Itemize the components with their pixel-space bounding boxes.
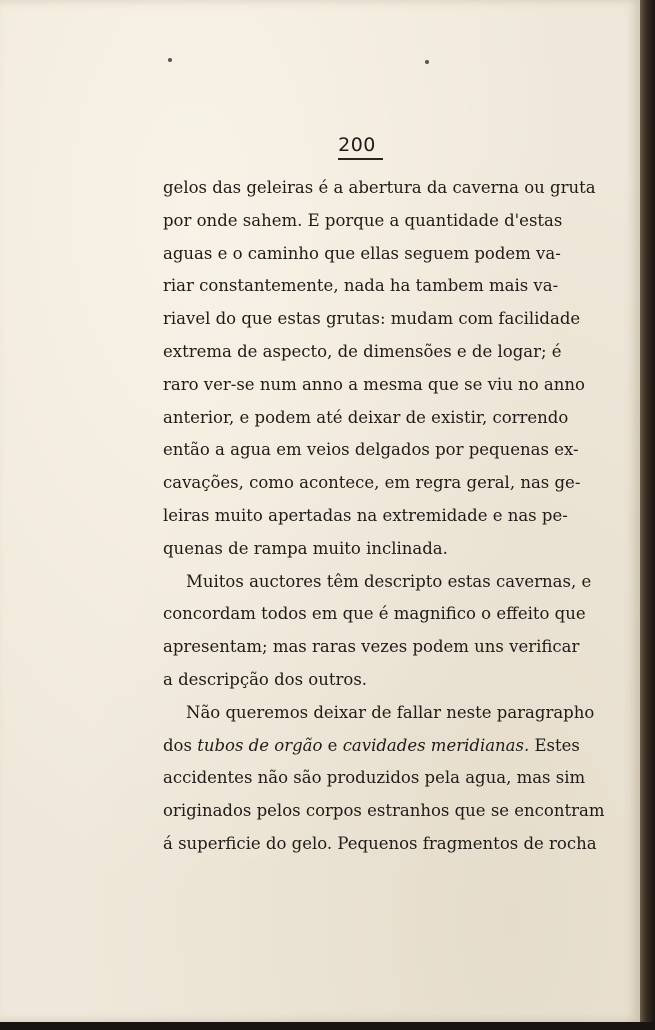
page-number-underline — [338, 158, 383, 160]
text-line-mixed — [163, 730, 580, 763]
text-line: anterior, e podem até deixar de existir, correndo — [163, 407, 569, 427]
text-fragment: Estes — [529, 735, 580, 755]
text-line: cavações, como acontece, em regra geral, nas ge- — [163, 473, 581, 493]
text-line: concordam todos em que é magnifico o effeito que — [163, 604, 586, 624]
italic-term-tubos: tubos de orgão — [197, 735, 323, 755]
text-line: aguas e o caminho que ellas seguem podem va- — [163, 243, 561, 263]
body-text — [163, 172, 605, 861]
text-line: riar constantemente, nada ha tambem mais va- — [163, 276, 559, 296]
text-line: raro ver-se num anno a mesma que se viu no anno — [163, 374, 585, 394]
text-fragment: e — [322, 735, 343, 755]
text-fragment: dos — [163, 735, 198, 755]
text-line: gelos das geleiras é a abertura da caverna ou gruta — [163, 178, 596, 197]
text-line: á superficie do gelo. Pequenos fragmentos de rocha — [163, 833, 597, 853]
text-line: leiras muito apertadas na extremidade e nas pe- — [163, 505, 568, 525]
text-line: accidentes não são produzidos pela agua, mas sim — [163, 768, 586, 788]
text-line: Não queremos deixar de fallar neste paragrapho — [186, 702, 595, 722]
page-number: 200 — [338, 134, 376, 156]
italic-term-cavidades: cavidades meridianas. — [342, 735, 530, 755]
text-line: por onde sahem. E porque a quantidade d'estas — [163, 210, 563, 230]
paragraph-1 — [163, 172, 596, 566]
text-line: originados pelos corpos estranhos que se encontram — [163, 801, 605, 821]
book-bottom-edge — [0, 1022, 655, 1030]
book-spine-edge — [640, 0, 655, 1030]
text-line: riavel do que estas grutas: mudam com facilidade — [163, 309, 581, 329]
paper-speck — [425, 60, 429, 64]
text-line: a descripção dos outros. — [163, 669, 368, 689]
text-line: então a agua em veios delgados por pequenas ex- — [163, 440, 579, 460]
paper-speck — [168, 58, 172, 62]
paragraph-3 — [163, 697, 605, 861]
text-line: quenas de rampa muito inclinada. — [163, 538, 448, 558]
text-line: extrema de aspecto, de dimensões e de logar; é — [163, 341, 562, 361]
paragraph-2 — [163, 566, 592, 697]
text-line: Muitos auctores têm descripto estas cavernas, e — [186, 571, 592, 591]
text-line: apresentam; mas raras vezes podem uns verificar — [163, 637, 580, 657]
